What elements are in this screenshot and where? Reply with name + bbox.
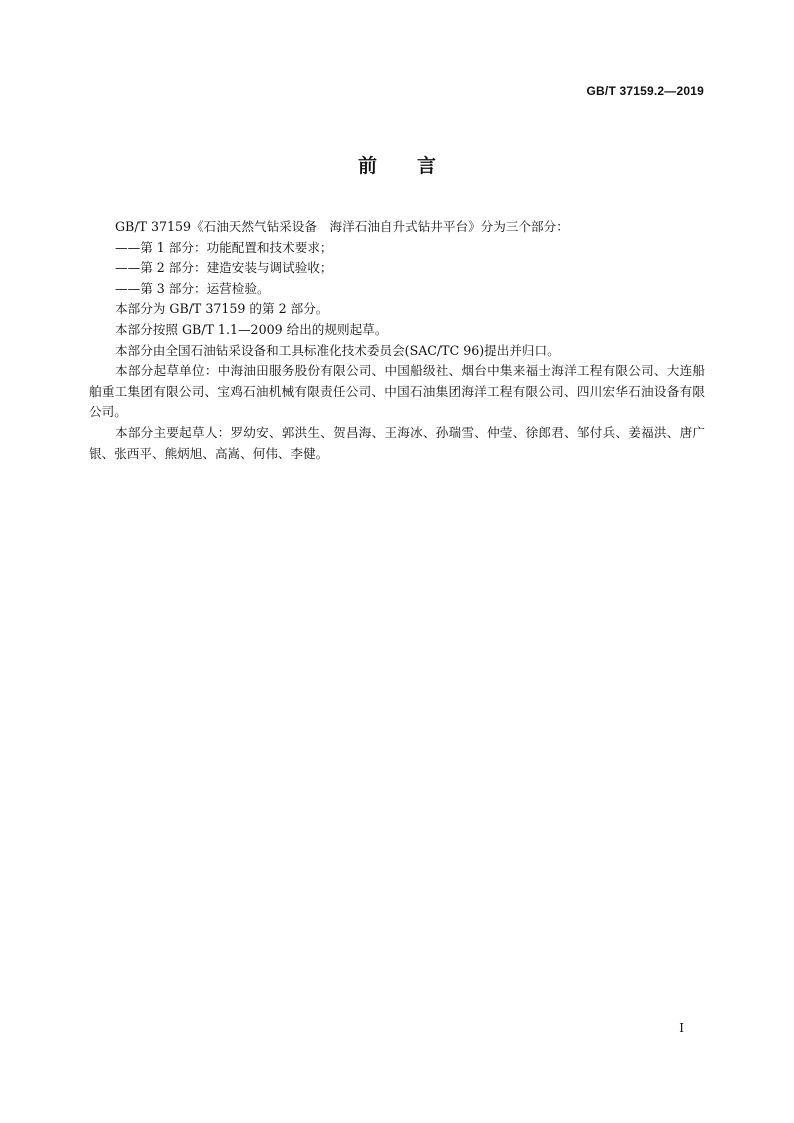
standard-code: GB/T 37159.2—2019 bbox=[586, 84, 704, 98]
title-char-1: 前 bbox=[357, 155, 377, 177]
paragraph-committee: 本部分由全国石油钻采设备和工具标准化技术委员会(SAC/TC 96)提出并归口。 bbox=[115, 342, 560, 358]
paragraph-part-2: ——第 2 部分：建造安装与调试验收； bbox=[115, 260, 333, 276]
page-number: I bbox=[679, 1021, 684, 1035]
page-title bbox=[0, 151, 794, 178]
paragraph-drafting-rules: 本部分按照 GB/T 1.1—2009 给出的规则起草。 bbox=[115, 321, 388, 337]
paragraph-part-3: ——第 3 部分：运营检验。 bbox=[115, 280, 270, 296]
title-char-2: 言 bbox=[417, 155, 437, 177]
paragraph-parts-intro: GB/T 37159《石油天然气钻采设备 海洋石油自升式钻井平台》分为三个部分： bbox=[115, 219, 569, 234]
paragraph-drafting-units: 本部分起草单位：中海油田服务股份有限公司、中国船级社、烟台中集来福士海洋工程有限公司、大连船舶重工集团有限公司、宝鸡石油机械有限责任公司、中国石油集团海洋工程有限公司、四川宏华石油设备有限公司。 bbox=[89, 363, 705, 420]
paragraph-drafters: 本部分主要起草人：罗幼安、郭洪生、贺昌海、王海冰、孙瑞雪、仲莹、徐郎君、邹付兵、姜福洪、唐广银、张西平、熊炳旭、高嵩、何伟、李健。 bbox=[89, 424, 705, 461]
paragraph-this-part: 本部分为 GB/T 37159 的第 2 部分。 bbox=[115, 301, 329, 317]
paragraph-part-1: ——第 1 部分：功能配置和技术要求； bbox=[115, 239, 333, 255]
foreword-body bbox=[89, 217, 705, 464]
